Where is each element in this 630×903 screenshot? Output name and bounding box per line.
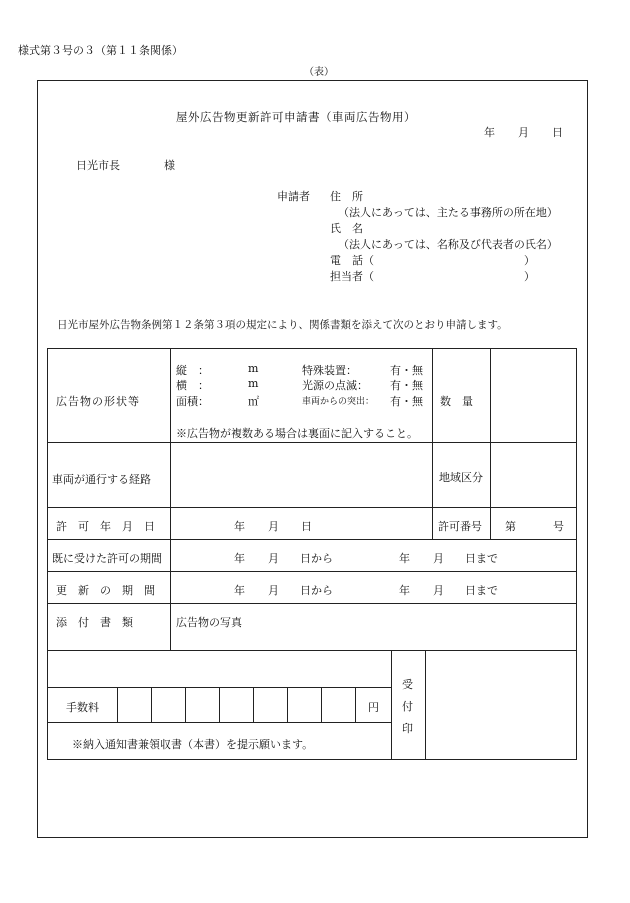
light-blink-yesno: 有・無 — [390, 379, 423, 392]
address-label: 住 所 — [330, 190, 363, 203]
permit-year: 年 — [234, 520, 245, 533]
side-label: （表） — [304, 67, 334, 78]
address-note: （法人にあっては、主たる事務所の所在地） — [338, 206, 558, 219]
fee-label: 手数料 — [66, 701, 99, 714]
prev-from-month: 月 — [268, 552, 279, 565]
shape-note: ※広告物が複数ある場合は裏面に記入すること。 — [176, 427, 418, 440]
phone-close: ） — [524, 254, 535, 267]
prev-to-year: 年 — [399, 552, 410, 565]
protrusion-label: 車両からの突出： — [302, 397, 375, 407]
receipt-char-3: 印 — [402, 722, 413, 735]
area-label: 地域区分 — [439, 471, 483, 484]
special-device-label: 特殊装置： — [302, 364, 357, 377]
applicant-label: 申請者 — [277, 190, 310, 203]
yoko-unit: m — [248, 377, 259, 390]
menseki-label: 面積： — [176, 395, 209, 408]
protrusion-yesno: 有・無 — [390, 395, 423, 408]
permit-number-label: 許可番号 — [438, 520, 482, 533]
permit-number-dai: 第 — [505, 520, 516, 533]
date-day: 日 — [552, 126, 563, 139]
permit-day: 日 — [301, 520, 312, 533]
receipt-char-1: 受 — [402, 678, 413, 691]
date-year: 年 — [484, 126, 495, 139]
quantity-label: 数 量 — [440, 395, 473, 408]
renew-from-day: 日から — [300, 584, 333, 597]
yoko-label: 横 ： — [176, 379, 209, 392]
renew-from-year: 年 — [234, 584, 245, 597]
statement-text: 日光市屋外広告物条例第１２条第３項の規定により、関係書類を添えて次のとおり申請します。 — [57, 319, 508, 331]
form-number-label: 様式第３号の３（第１１条関係） — [18, 44, 183, 57]
shape-label: 広告物の形状等 — [56, 395, 140, 408]
special-device-yesno: 有・無 — [390, 364, 423, 377]
renew-to-year: 年 — [399, 584, 410, 597]
fee-yen: 円 — [368, 701, 379, 714]
attachments-value: 広告物の写真 — [176, 616, 242, 629]
form-frame — [37, 80, 588, 838]
permit-month: 月 — [268, 520, 279, 533]
prev-from-day: 日から — [300, 552, 333, 565]
menseki-unit: ㎡ — [248, 395, 259, 408]
renew-period-label: 更 新 の 期 間 — [56, 584, 155, 597]
attachments-label: 添 付 書 類 — [56, 616, 133, 629]
contact-close: ） — [524, 270, 535, 283]
name-label: 氏 名 — [330, 222, 363, 235]
fee-note: ※納入通知書兼領収書（本書）を提示願います。 — [72, 738, 314, 751]
renew-from-month: 月 — [268, 584, 279, 597]
prev-to-month: 月 — [433, 552, 444, 565]
prev-period-label: 既に受けた許可の期間 — [52, 552, 162, 565]
contact-label: 担当者（ — [330, 270, 374, 283]
renew-to-day: 日まで — [465, 584, 498, 597]
name-note: （法人にあっては、名称及び代表者の氏名） — [338, 238, 558, 251]
permit-number-go: 号 — [553, 520, 564, 533]
addressee-name: 日光市長 — [76, 159, 120, 172]
phone-label: 電 話（ — [330, 254, 374, 267]
renew-to-month: 月 — [433, 584, 444, 597]
tate-label: 縦 ： — [176, 364, 209, 377]
form-title: 屋外広告物更新許可申請書（車両広告物用） — [176, 110, 416, 124]
prev-to-day: 日まで — [465, 552, 498, 565]
addressee-honorific: 様 — [164, 159, 175, 172]
date-month: 月 — [518, 126, 529, 139]
light-blink-label: 光源の点滅： — [302, 379, 368, 392]
receipt-char-2: 付 — [402, 700, 413, 713]
tate-unit: m — [248, 362, 259, 375]
permit-date-label: 許 可 年 月 日 — [56, 520, 155, 533]
prev-from-year: 年 — [234, 552, 245, 565]
route-label: 車両が通行する経路 — [52, 473, 151, 486]
